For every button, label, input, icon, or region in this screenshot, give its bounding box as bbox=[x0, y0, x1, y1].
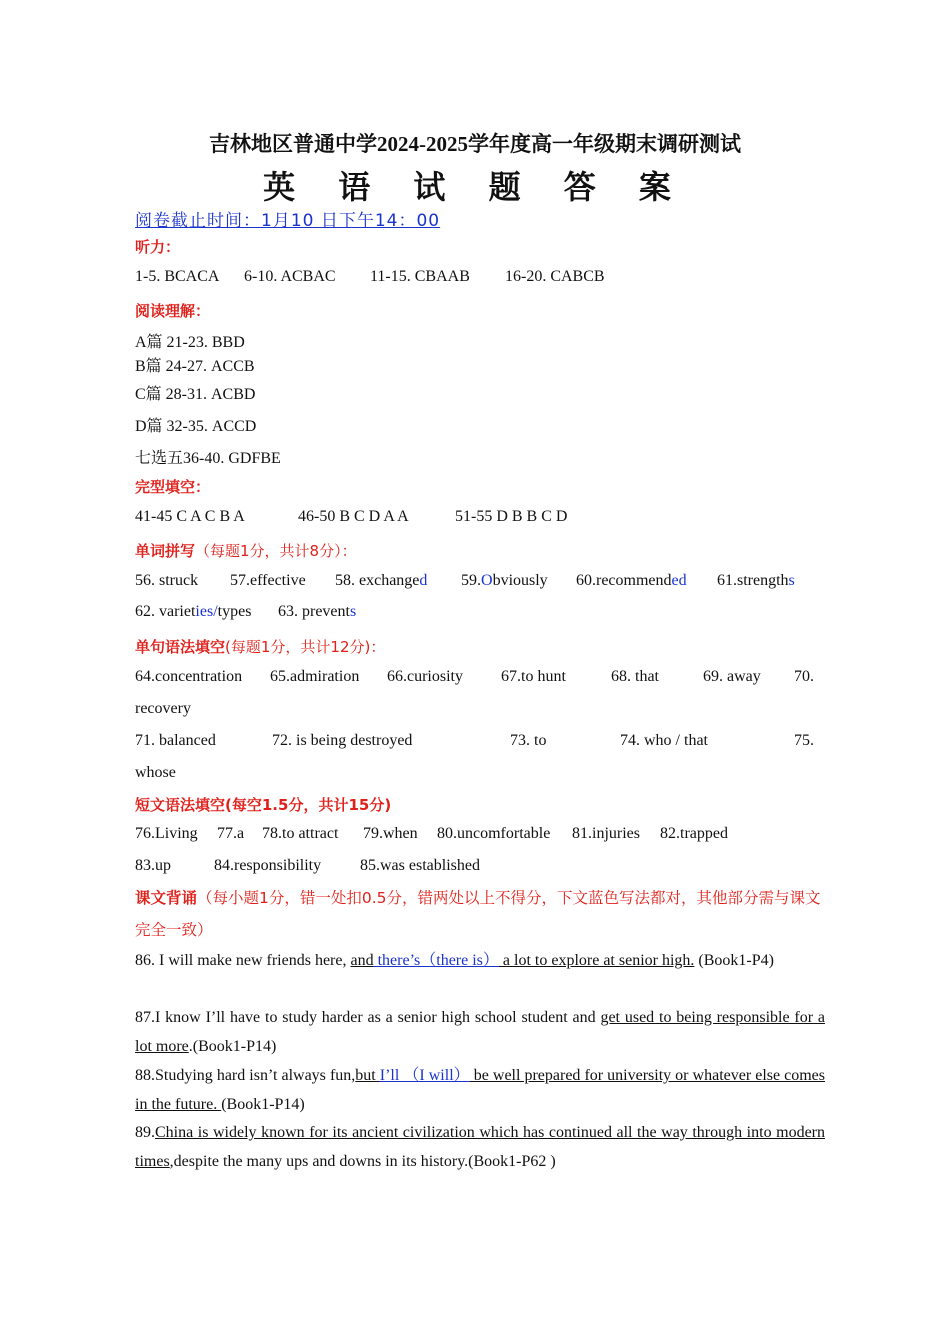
grammar-passage-answer: 82.trapped bbox=[660, 825, 728, 842]
section-recitation-heading bbox=[135, 882, 825, 946]
recitation-answer-88: 88.Studying hard isn’t always fun,but I’ll （I will） be well prepared for university or whatever else comes in the future. (Book1-P14) bbox=[135, 1067, 825, 1113]
grammar-sentence-answer: 71. balanced bbox=[135, 732, 216, 749]
cloze-answer: 51-55 D B B C D bbox=[455, 508, 568, 525]
grammar-sentence-answer: 75. bbox=[794, 732, 814, 749]
recitation-answer-87: 87.I know I’ll have to study harder as a senior high school student and get used to being responsible for a lot more.(Book1-P14) bbox=[135, 1009, 825, 1055]
spelling-answer: 57.effective bbox=[230, 572, 306, 589]
reading-answer-line: C篇 28-31. ACBD bbox=[135, 386, 256, 403]
listening-answer: 16-20. CABCB bbox=[505, 268, 605, 285]
grammar-sentences-label: 单句语法填空 bbox=[135, 638, 226, 656]
grammar-sentence-answer: 64.concentration bbox=[135, 668, 243, 685]
grammar-passage-answer: 78.to attract bbox=[262, 825, 339, 842]
grammar-passage-note: (每空1.5分，共计15分) bbox=[225, 796, 392, 814]
document-title: 吉林地区普通中学2024-2025学年度高一年级期末调研测试 bbox=[209, 132, 741, 156]
spelling-answer: 61.strengths bbox=[717, 572, 795, 589]
spelling-answer: 63. prevents bbox=[278, 603, 357, 620]
grammar-sentence-answer: 73. to bbox=[510, 732, 547, 749]
grammar-passage-answer: 77.a bbox=[217, 825, 245, 842]
grammar-sentence-answer: 65.admiration bbox=[270, 668, 360, 685]
grammar-sentence-answer: recovery bbox=[135, 700, 191, 717]
reading-answer-line: A篇 21-23. BBD bbox=[135, 334, 245, 351]
spelling-answer: 56. struck bbox=[135, 572, 199, 589]
grammar-passage-answer: 76.Living bbox=[135, 825, 198, 842]
section-spelling-heading bbox=[135, 540, 357, 561]
grammar-passage-answer: 81.injuries bbox=[572, 825, 640, 842]
listening-answer: 11-15. CBAAB bbox=[370, 268, 470, 285]
grammar-sentence-answer: 66.curiosity bbox=[387, 668, 463, 685]
grammar-passage-answer: 84.responsibility bbox=[214, 857, 322, 874]
grammar-sentence-answer: whose bbox=[135, 764, 176, 781]
listening-answer: 6-10. ACBAC bbox=[244, 268, 336, 285]
section-cloze-heading: 完型填空： bbox=[135, 478, 211, 496]
grammar-sentence-answer: 74. who / that bbox=[620, 732, 708, 749]
spelling-answer: 59.Obviously bbox=[461, 572, 548, 589]
recitation-label: 课文背诵 bbox=[135, 889, 198, 907]
reading-answer-line: 七选五36-40. GDFBE bbox=[135, 450, 281, 467]
reading-answer-line: B篇 24-27. ACCB bbox=[135, 358, 255, 375]
spelling-answer: 58. exchanged bbox=[335, 572, 428, 589]
spelling-label: 单词拼写 bbox=[135, 542, 196, 560]
recitation-answer-89: 89.China is widely known for its ancient civilization which has continued all the way through into modern times,despite the many ups and downs in its history.(Book1-P62 ) bbox=[135, 1124, 825, 1170]
grammar-sentences-note: (每题1分，共计12分)： bbox=[225, 638, 386, 656]
section-listening-heading: 听力： bbox=[135, 238, 181, 256]
grammar-passage-answer: 79.when bbox=[363, 825, 418, 842]
section-reading-heading: 阅读理解： bbox=[135, 302, 211, 320]
section-grammar-sentences-heading bbox=[135, 636, 385, 657]
grammar-passage-answer: 83.up bbox=[135, 857, 171, 874]
grammar-passage-label: 短文语法填空 bbox=[135, 796, 226, 814]
grammar-sentence-answer: 67.to hunt bbox=[501, 668, 566, 685]
spelling-answer: 60.recommended bbox=[576, 572, 687, 589]
recitation-note: （每小题1分，错一处扣0.5分，错两处以上不得分，下文蓝色写法都对，其他部分需与课文完全一致） bbox=[135, 889, 821, 939]
cloze-answer: 41-45 C A C B A bbox=[135, 508, 245, 525]
cloze-answer: 46-50 B C D A A bbox=[298, 508, 409, 525]
grammar-sentence-answer: 68. that bbox=[611, 668, 659, 685]
grammar-sentence-answer: 70. bbox=[794, 668, 814, 685]
listening-answer: 1-5. BCACA bbox=[135, 268, 220, 285]
section-grammar-passage-heading bbox=[135, 794, 391, 815]
recitation-answer-86: 86. I will make new friends here, and there’s（there is） a lot to explore at senior high. (Book1-P4) bbox=[135, 952, 774, 969]
spelling-answer: 62. varieties/types bbox=[135, 603, 252, 620]
grammar-passage-answer: 85.was established bbox=[360, 857, 480, 874]
grammar-sentence-answer: 69. away bbox=[703, 668, 761, 685]
reading-answer-line: D篇 32-35. ACCD bbox=[135, 418, 257, 435]
document-subtitle: 英 语 试 题 答 案 bbox=[263, 168, 687, 206]
spelling-note: （每题1分，共计8分）： bbox=[195, 542, 357, 560]
grading-deadline: 阅卷截止时间：1月10 日下午14：00 bbox=[135, 211, 441, 231]
grammar-passage-answer: 80.uncomfortable bbox=[437, 825, 551, 842]
grammar-sentence-answer: 72. is being destroyed bbox=[272, 732, 413, 749]
